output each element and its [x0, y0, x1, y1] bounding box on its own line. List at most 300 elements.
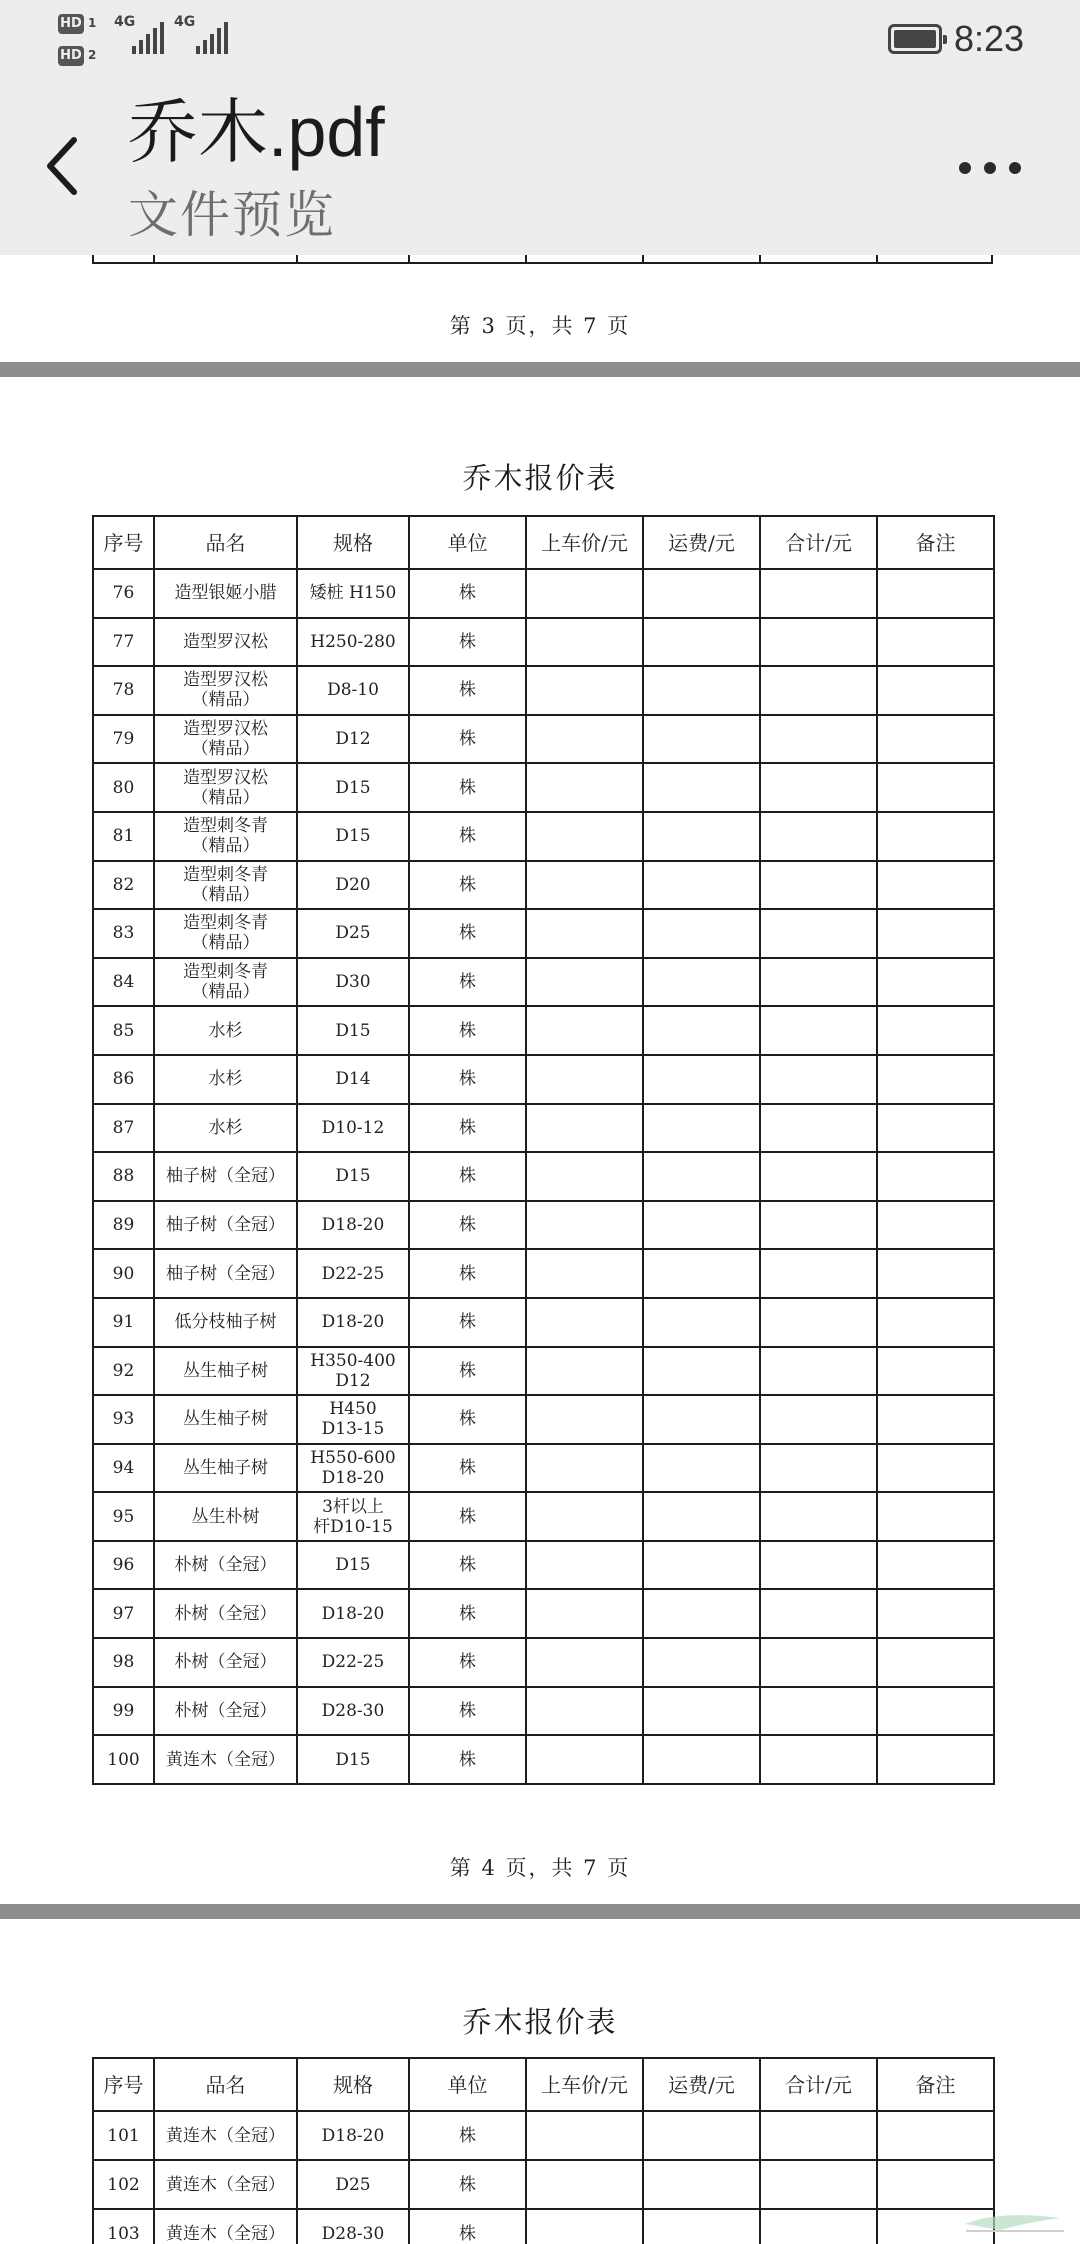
row-number-cell: 91	[93, 1298, 154, 1347]
total-cell	[760, 1006, 877, 1055]
item-name-line: 造型罗汉松	[183, 631, 268, 652]
item-spec-cell	[297, 812, 409, 861]
item-unit-cell: 株	[409, 1006, 526, 1055]
item-name-cell	[154, 715, 297, 764]
item-spec-line: 矮桩 H150	[309, 583, 397, 604]
row-number-cell: 90	[93, 1249, 154, 1298]
load-price-cell	[526, 1687, 643, 1736]
item-name-line: （精品）	[191, 982, 260, 1003]
item-unit-cell: 株	[409, 1735, 526, 1784]
remarks-cell	[877, 569, 994, 618]
column-header: 序号	[93, 516, 154, 569]
freight-cell	[643, 1541, 760, 1590]
file-title: 乔木.pdf	[128, 93, 385, 171]
remarks-cell	[877, 1201, 994, 1250]
table-row	[93, 1104, 994, 1153]
item-spec-cell	[297, 1055, 409, 1104]
item-spec-line: D30	[335, 972, 371, 993]
app-header	[0, 0, 1080, 255]
item-spec-cell	[297, 1638, 409, 1687]
remarks-cell	[877, 1492, 994, 1541]
load-price-cell	[526, 1444, 643, 1493]
table-row	[93, 1152, 994, 1201]
remarks-cell	[877, 1152, 994, 1201]
total-cell	[760, 1444, 877, 1493]
table-row	[93, 1298, 994, 1347]
item-name-cell	[154, 2160, 297, 2209]
sim1-signal-icon	[132, 22, 164, 54]
item-unit-cell: 株	[409, 1444, 526, 1493]
price-table-page-4	[92, 515, 995, 1785]
total-cell	[760, 1735, 877, 1784]
row-number-cell: 87	[93, 1104, 154, 1153]
item-spec-line: D15	[335, 1749, 371, 1770]
item-name-cell	[154, 1541, 297, 1590]
item-unit-cell: 株	[409, 1589, 526, 1638]
row-number-cell: 95	[93, 1492, 154, 1541]
item-spec-cell	[297, 1298, 409, 1347]
row-number-cell: 100	[93, 1735, 154, 1784]
item-spec-line: D14	[335, 1069, 371, 1090]
item-name-line: （精品）	[191, 836, 260, 857]
remarks-cell	[877, 1006, 994, 1055]
item-name-line: 黄连木（全冠）	[166, 2223, 285, 2244]
item-name-cell	[154, 618, 297, 667]
remarks-cell	[877, 1249, 994, 1298]
item-spec-cell	[297, 1735, 409, 1784]
item-unit-cell: 株	[409, 2209, 526, 2244]
item-spec-cell	[297, 1687, 409, 1736]
load-price-cell	[526, 1249, 643, 1298]
remarks-cell	[877, 1444, 994, 1493]
item-unit-cell: 株	[409, 715, 526, 764]
item-spec-line: D28-30	[321, 1700, 385, 1721]
column-header: 合计/元	[760, 516, 877, 569]
item-name-line: 黄连木（全冠）	[166, 2125, 285, 2146]
page-footer-4: 第 4 页，共 7 页	[449, 1856, 631, 1880]
load-price-cell	[526, 1055, 643, 1104]
total-cell	[760, 1104, 877, 1153]
table-row	[93, 1589, 994, 1638]
row-number-cell: 94	[93, 1444, 154, 1493]
item-spec-line: D18-20	[321, 1603, 385, 1624]
item-spec-cell	[297, 1006, 409, 1055]
item-name-cell	[154, 1347, 297, 1396]
load-price-cell	[526, 958, 643, 1007]
load-price-cell	[526, 1492, 643, 1541]
item-spec-cell	[297, 861, 409, 910]
remarks-cell	[877, 1395, 994, 1444]
remarks-cell	[877, 1735, 994, 1784]
row-number-cell: 102	[93, 2160, 154, 2209]
row-number-cell: 83	[93, 909, 154, 958]
total-cell	[760, 1201, 877, 1250]
item-spec-cell	[297, 958, 409, 1007]
item-unit-cell: 株	[409, 569, 526, 618]
freight-cell	[643, 1298, 760, 1347]
back-arrow-icon[interactable]	[40, 132, 90, 200]
item-name-cell	[154, 569, 297, 618]
column-header: 品名	[154, 516, 297, 569]
item-name-line: 柚子树（全冠）	[166, 1263, 285, 1284]
table-row	[93, 1055, 994, 1104]
load-price-cell	[526, 861, 643, 910]
total-cell	[760, 618, 877, 667]
remarks-cell	[877, 1347, 994, 1396]
table-row	[93, 715, 994, 764]
row-number-cell: 88	[93, 1152, 154, 1201]
sim2-network-label: 4G	[174, 14, 196, 30]
column-header: 单位	[409, 2058, 526, 2111]
item-name-line: 水杉	[208, 1117, 243, 1138]
column-header: 备注	[877, 2058, 994, 2111]
item-spec-line: D13-15	[321, 1419, 385, 1440]
item-spec-line: H550-600	[310, 1447, 396, 1468]
item-spec-line: D15	[335, 777, 371, 798]
item-name-cell	[154, 1298, 297, 1347]
row-number-cell: 96	[93, 1541, 154, 1590]
freight-cell	[643, 958, 760, 1007]
item-unit-cell: 株	[409, 2160, 526, 2209]
freight-cell	[643, 1735, 760, 1784]
load-price-cell	[526, 812, 643, 861]
total-cell	[760, 1492, 877, 1541]
total-cell	[760, 1541, 877, 1590]
item-spec-line: D18-20	[321, 1312, 385, 1333]
table-row	[93, 1006, 994, 1055]
total-cell	[760, 569, 877, 618]
item-name-line: 造型刺冬青	[183, 962, 268, 983]
item-spec-line: D15	[335, 1166, 371, 1187]
load-price-cell	[526, 1735, 643, 1784]
table-row	[93, 909, 994, 958]
item-name-cell	[154, 1249, 297, 1298]
total-cell	[760, 715, 877, 764]
load-price-cell	[526, 909, 643, 958]
row-number-cell: 101	[93, 2111, 154, 2160]
item-unit-cell: 株	[409, 812, 526, 861]
load-price-cell	[526, 1347, 643, 1396]
item-name-line: 丛生朴树	[191, 1506, 260, 1527]
row-number-cell: 82	[93, 861, 154, 910]
freight-cell	[643, 1201, 760, 1250]
freight-cell	[643, 666, 760, 715]
freight-cell	[643, 1638, 760, 1687]
column-header: 备注	[877, 516, 994, 569]
total-cell	[760, 1249, 877, 1298]
item-spec-line: D25	[335, 2174, 371, 2195]
item-name-line: 柚子树（全冠）	[166, 1215, 285, 1236]
item-name-line: （精品）	[191, 690, 260, 711]
item-name-line: 朴树（全冠）	[174, 1700, 277, 1721]
column-header: 合计/元	[760, 2058, 877, 2111]
load-price-cell	[526, 1152, 643, 1201]
row-number-cell: 103	[93, 2209, 154, 2244]
column-header: 品名	[154, 2058, 297, 2111]
item-name-line: 造型刺冬青	[183, 864, 268, 885]
freight-cell	[643, 909, 760, 958]
load-price-cell	[526, 1104, 643, 1153]
remarks-cell	[877, 1298, 994, 1347]
sim1-hd-badge: HD	[58, 14, 84, 34]
item-spec-line: D8-10	[327, 680, 379, 701]
freight-cell	[643, 618, 760, 667]
item-unit-cell: 株	[409, 618, 526, 667]
item-name-line: 造型罗汉松	[183, 670, 268, 691]
item-unit-cell: 株	[409, 1687, 526, 1736]
item-spec-line: 3杆以上	[322, 1496, 384, 1517]
item-name-cell	[154, 666, 297, 715]
item-spec-cell	[297, 1104, 409, 1153]
item-spec-line: D22-25	[321, 1652, 385, 1673]
remarks-cell	[877, 1589, 994, 1638]
item-unit-cell: 株	[409, 1347, 526, 1396]
item-unit-cell: 株	[409, 2111, 526, 2160]
item-name-line: 造型罗汉松	[183, 719, 268, 740]
item-spec-cell	[297, 1589, 409, 1638]
freight-cell	[643, 715, 760, 764]
item-spec-line: D12	[335, 1370, 371, 1391]
item-name-cell	[154, 1687, 297, 1736]
total-cell	[760, 1638, 877, 1687]
item-name-line: （精品）	[191, 884, 260, 905]
item-name-line: 造型刺冬青	[183, 816, 268, 837]
item-spec-cell	[297, 909, 409, 958]
item-spec-cell	[297, 569, 409, 618]
item-name-line: 丛生柚子树	[183, 1360, 268, 1381]
item-name-line: 黄连木（全冠）	[166, 1749, 285, 1770]
table-row	[93, 569, 994, 618]
item-name-line: 丛生柚子树	[183, 1409, 268, 1430]
column-header: 规格	[297, 2058, 409, 2111]
row-number-cell: 98	[93, 1638, 154, 1687]
item-unit-cell: 株	[409, 1541, 526, 1590]
total-cell	[760, 812, 877, 861]
item-name-cell	[154, 1006, 297, 1055]
item-spec-line: D18-20	[321, 2125, 385, 2146]
freight-cell	[643, 2160, 760, 2209]
table-row	[93, 1541, 994, 1590]
item-name-cell	[154, 1589, 297, 1638]
item-name-cell	[154, 2111, 297, 2160]
item-unit-cell: 株	[409, 861, 526, 910]
item-name-line: 造型罗汉松	[183, 767, 268, 788]
page-separator	[0, 362, 1080, 377]
load-price-cell	[526, 618, 643, 667]
total-cell	[760, 1298, 877, 1347]
item-unit-cell: 株	[409, 1298, 526, 1347]
more-options-icon[interactable]	[955, 150, 1025, 186]
item-name-cell	[154, 1055, 297, 1104]
total-cell	[760, 763, 877, 812]
item-name-line: 造型刺冬青	[183, 913, 268, 934]
item-name-line: 黄连木（全冠）	[166, 2174, 285, 2195]
item-spec-line: D15	[335, 826, 371, 847]
freight-cell	[643, 1347, 760, 1396]
remarks-cell	[877, 666, 994, 715]
total-cell	[760, 666, 877, 715]
item-name-cell	[154, 1444, 297, 1493]
freight-cell	[643, 1006, 760, 1055]
item-name-line: 丛生柚子树	[183, 1457, 268, 1478]
item-name-line: 朴树（全冠）	[174, 1603, 277, 1624]
freight-cell	[643, 1444, 760, 1493]
column-header: 规格	[297, 516, 409, 569]
page-separator	[0, 1904, 1080, 1919]
item-name-cell	[154, 812, 297, 861]
item-spec-cell	[297, 1395, 409, 1444]
freight-cell	[643, 763, 760, 812]
freight-cell	[643, 2111, 760, 2160]
item-name-line: 低分枝柚子树	[174, 1312, 277, 1333]
column-header: 上车价/元	[526, 516, 643, 569]
item-name-line: （精品）	[191, 739, 260, 760]
item-spec-cell	[297, 618, 409, 667]
freight-cell	[643, 861, 760, 910]
sim1-network-label: 4G	[114, 14, 136, 30]
item-name-line: 水杉	[208, 1020, 243, 1041]
item-spec-cell	[297, 1152, 409, 1201]
item-unit-cell: 株	[409, 909, 526, 958]
item-spec-line: H250-280	[310, 631, 396, 652]
freight-cell	[643, 1249, 760, 1298]
freight-cell	[643, 1589, 760, 1638]
item-name-cell	[154, 1492, 297, 1541]
table-row	[93, 1395, 994, 1444]
table-row	[93, 2111, 994, 2160]
remarks-cell	[877, 861, 994, 910]
item-name-cell	[154, 1152, 297, 1201]
total-cell	[760, 1347, 877, 1396]
item-spec-cell	[297, 2111, 409, 2160]
table-row	[93, 1492, 994, 1541]
freight-cell	[643, 812, 760, 861]
load-price-cell	[526, 666, 643, 715]
item-unit-cell: 株	[409, 958, 526, 1007]
load-price-cell	[526, 1395, 643, 1444]
total-cell	[760, 2160, 877, 2209]
item-spec-cell	[297, 1347, 409, 1396]
remarks-cell	[877, 2111, 994, 2160]
load-price-cell	[526, 2209, 643, 2244]
row-number-cell: 89	[93, 1201, 154, 1250]
row-number-cell: 97	[93, 1589, 154, 1638]
load-price-cell	[526, 1201, 643, 1250]
price-table-page-5	[92, 2057, 995, 2244]
item-spec-cell	[297, 2160, 409, 2209]
total-cell	[760, 2111, 877, 2160]
item-unit-cell: 株	[409, 763, 526, 812]
remarks-cell	[877, 1687, 994, 1736]
column-header: 运费/元	[643, 516, 760, 569]
item-spec-line: D18-20	[321, 1215, 385, 1236]
item-name-cell	[154, 763, 297, 812]
load-price-cell	[526, 715, 643, 764]
site-watermark-logo	[960, 2180, 1070, 2240]
freight-cell	[643, 1104, 760, 1153]
battery-icon	[888, 24, 942, 54]
remarks-cell	[877, 1055, 994, 1104]
table-row	[93, 812, 994, 861]
item-name-line: 柚子树（全冠）	[166, 1166, 285, 1187]
table-row	[93, 2160, 994, 2209]
file-preview-subtitle: 文件预览	[128, 186, 336, 244]
load-price-cell	[526, 569, 643, 618]
item-spec-cell	[297, 1201, 409, 1250]
table-row	[93, 1444, 994, 1493]
sim2-hd-badge: HD	[58, 46, 84, 66]
item-spec-cell	[297, 1541, 409, 1590]
load-price-cell	[526, 2160, 643, 2209]
remarks-cell	[877, 812, 994, 861]
page-footer-3: 第 3 页，共 7 页	[449, 314, 631, 338]
total-cell	[760, 1055, 877, 1104]
row-number-cell: 84	[93, 958, 154, 1007]
row-number-cell: 77	[93, 618, 154, 667]
freight-cell	[643, 1492, 760, 1541]
remarks-cell	[877, 715, 994, 764]
table-row	[93, 1347, 994, 1396]
item-unit-cell: 株	[409, 666, 526, 715]
total-cell	[760, 1589, 877, 1638]
freight-cell	[643, 1395, 760, 1444]
column-header: 序号	[93, 2058, 154, 2111]
row-number-cell: 80	[93, 763, 154, 812]
item-spec-line: D18-20	[321, 1467, 385, 1488]
total-cell	[760, 861, 877, 910]
total-cell	[760, 2209, 877, 2244]
item-spec-cell	[297, 666, 409, 715]
item-name-line: 朴树（全冠）	[174, 1652, 277, 1673]
remarks-cell	[877, 763, 994, 812]
item-unit-cell: 株	[409, 1638, 526, 1687]
item-name-line: 水杉	[208, 1069, 243, 1090]
item-spec-cell	[297, 715, 409, 764]
table-row	[93, 1201, 994, 1250]
item-unit-cell: 株	[409, 1249, 526, 1298]
remarks-cell	[877, 1638, 994, 1687]
table-row	[93, 958, 994, 1007]
load-price-cell	[526, 1589, 643, 1638]
item-spec-line: H450	[329, 1399, 377, 1420]
row-number-cell: 81	[93, 812, 154, 861]
item-unit-cell: 株	[409, 1395, 526, 1444]
status-clock: 8:23	[954, 18, 1025, 59]
total-cell	[760, 909, 877, 958]
remarks-cell	[877, 618, 994, 667]
remarks-cell	[877, 958, 994, 1007]
remarks-cell	[877, 909, 994, 958]
item-name-cell	[154, 1104, 297, 1153]
row-number-cell: 92	[93, 1347, 154, 1396]
table-row	[93, 1735, 994, 1784]
item-name-line: 朴树（全冠）	[174, 1555, 277, 1576]
item-unit-cell: 株	[409, 1201, 526, 1250]
item-name-cell	[154, 1735, 297, 1784]
item-spec-cell	[297, 1444, 409, 1493]
document-title: 乔木报价表	[462, 2005, 618, 2039]
table-row	[93, 666, 994, 715]
item-unit-cell: 株	[409, 1055, 526, 1104]
item-spec-line: D28-30	[321, 2223, 385, 2244]
total-cell	[760, 1152, 877, 1201]
total-cell	[760, 958, 877, 1007]
item-spec-cell	[297, 1492, 409, 1541]
item-spec-line: D15	[335, 1555, 371, 1576]
table-row	[93, 1687, 994, 1736]
freight-cell	[643, 1152, 760, 1201]
item-spec-cell	[297, 1249, 409, 1298]
